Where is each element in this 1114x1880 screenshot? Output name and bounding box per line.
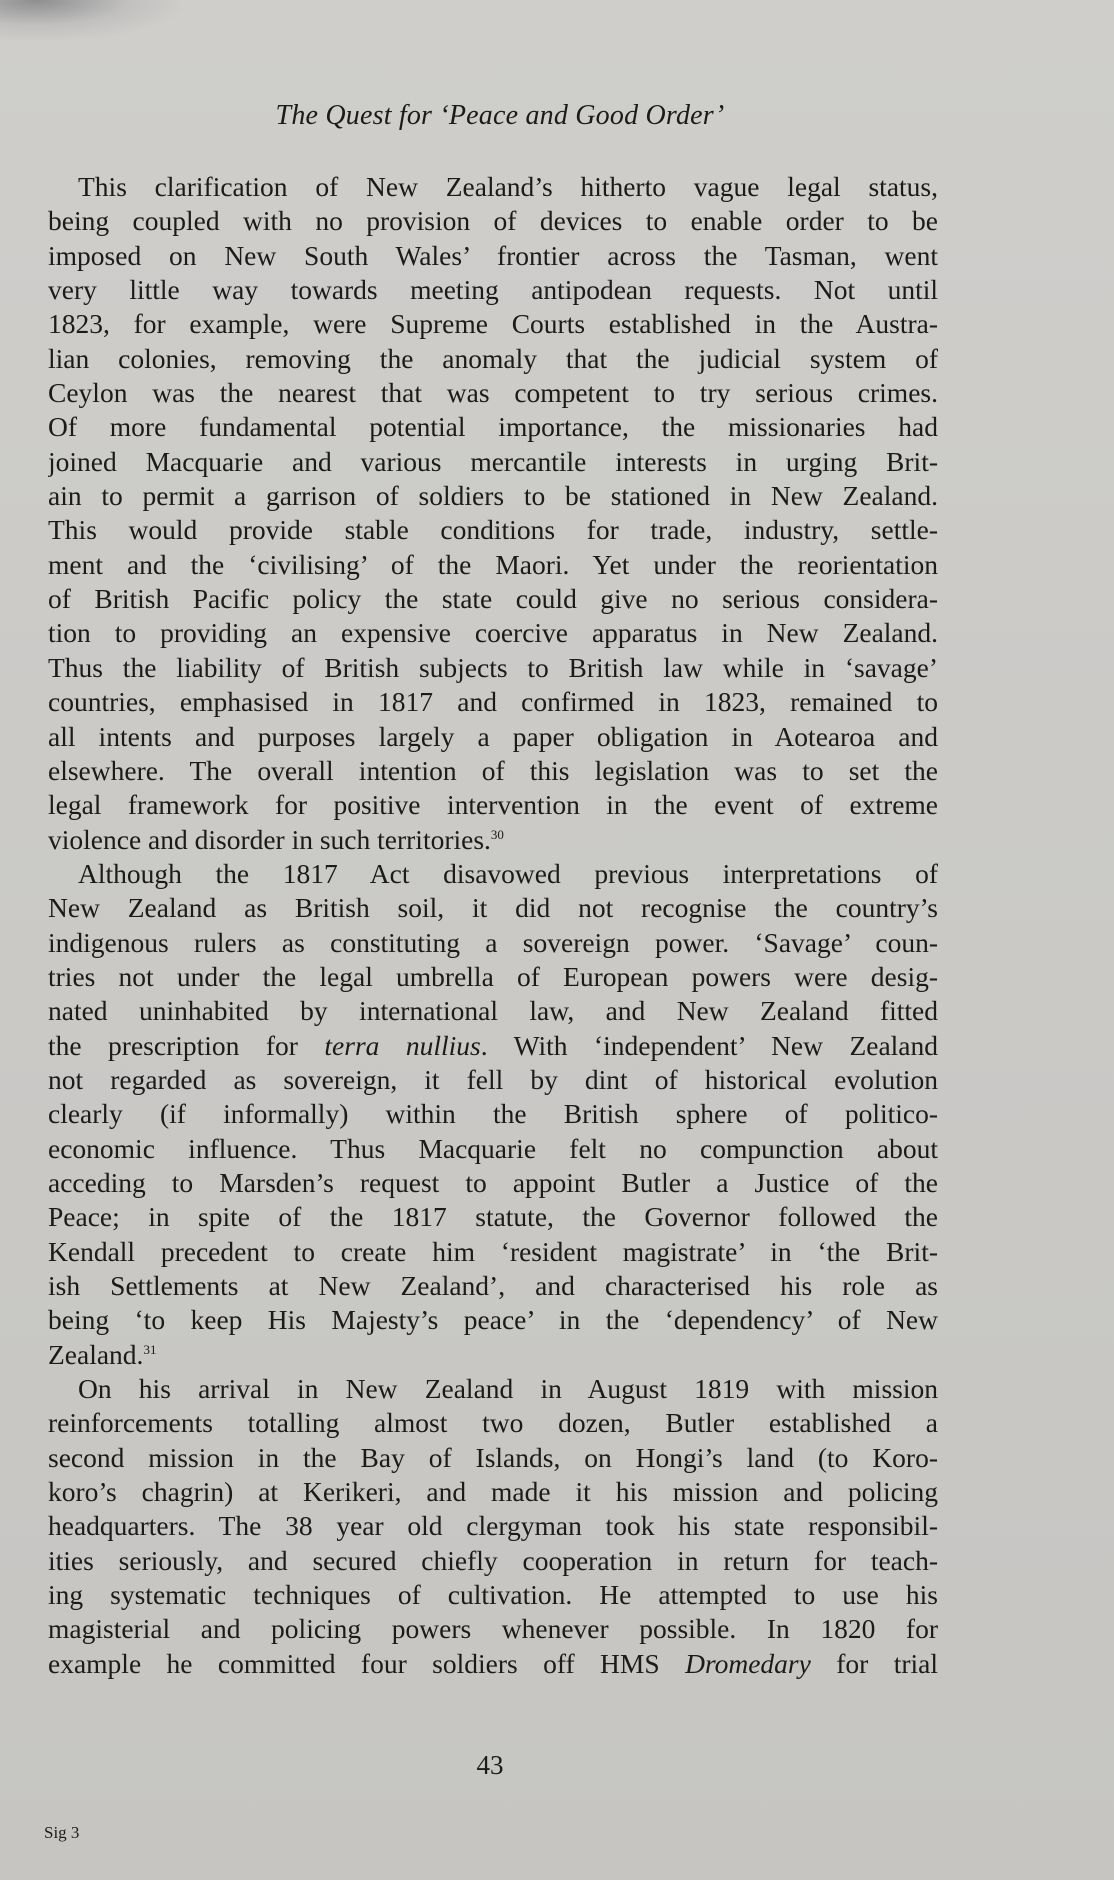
text-line (48, 1441, 938, 1475)
line-text: Zealand. (48, 1338, 144, 1370)
line-text: violence and disorder in such territories. (48, 823, 491, 855)
text-line (48, 1612, 938, 1646)
line-text: lian colonies, removing the anomaly that the judicial system of (48, 342, 938, 374)
line-text: tries not under the legal umbrella of European powers were desig- (48, 960, 938, 992)
line-text: New Zealand as British soil, it did not recognise the country’s (48, 892, 938, 924)
text-line (48, 170, 938, 204)
line-text: Of more fundamental potential importance, the missionaries had (48, 411, 938, 443)
page-corner-shadow (0, 0, 180, 40)
line-text: 1823, for example, were Supreme Courts established in the Austra- (48, 308, 938, 340)
text-line (48, 1509, 938, 1543)
line-text: Thus the liability of British subjects to British law while in ‘savage’ (48, 651, 938, 683)
line-text: ish Settlements at New Zealand’, and characterised his role as (48, 1270, 938, 1301)
page-number: 43 (476, 1750, 504, 1780)
text-line (48, 1372, 938, 1406)
line-text: second mission in the Bay of Islands, on Hongi’s land (to Koro- (48, 1441, 938, 1473)
line-text: ain to permit a garrison of soldiers to be stationed in New Zealand. (48, 480, 938, 512)
text-line (48, 857, 938, 891)
footnote-ref: 31 (143, 1341, 157, 1357)
text-line (48, 1338, 938, 1372)
text-line (48, 685, 938, 719)
text-line (48, 1578, 938, 1612)
signature-mark: Sig 3 (44, 1823, 80, 1842)
line-text: example he committed four soldiers off HMS (48, 1647, 686, 1679)
text-line (48, 616, 938, 650)
text-line (48, 823, 938, 857)
line-text: clearly (if informally) within the British sphere of politico- (48, 1098, 938, 1130)
italic-term: terra nullius (324, 1029, 481, 1061)
text-line (48, 1235, 938, 1269)
text-line (48, 513, 938, 547)
text-line (48, 1166, 938, 1200)
line-text: not regarded as sovereign, it fell by dint of historical evolution (48, 1063, 938, 1095)
line-text: magisterial and policing powers whenever possible. In 1820 for (48, 1613, 938, 1645)
line-text: This would provide stable conditions for trade, industry, settle- (48, 514, 938, 546)
line-text: headquarters. The 38 year old clergyman took his state responsibil- (48, 1510, 938, 1542)
line-text: legal framework for positive intervention in the event of extreme (48, 789, 938, 821)
line-text: joined Macquarie and various mercantile interests in urging Brit- (48, 445, 938, 477)
text-line (48, 1029, 938, 1063)
text-line (48, 1132, 938, 1166)
text-line (48, 376, 938, 410)
text-line (48, 410, 938, 444)
text-line (48, 307, 938, 341)
text-line (48, 1475, 938, 1509)
line-text: ities seriously, and secured chiefly cooperation in return for teach- (48, 1544, 938, 1576)
line-text: of British Pacific policy the state could give no serious considera- (48, 583, 938, 615)
line-text: the prescription for (48, 1029, 325, 1061)
line-text: nated uninhabited by international law, and New Zealand fitted (48, 995, 938, 1027)
text-line (48, 1406, 938, 1440)
text-line (48, 1269, 938, 1303)
text-line (48, 960, 938, 994)
text-line (48, 720, 938, 754)
text-line (48, 1544, 938, 1578)
body-text (48, 170, 938, 1681)
italic-term: Dromedary (685, 1647, 811, 1679)
line-text: This clarification of New Zealand’s hitherto vague legal status, (78, 171, 938, 202)
line-text: ing systematic techniques of cultivation. He attempted to use his (48, 1579, 938, 1611)
line-text: tion to providing an expensive coercive apparatus in New Zealand. (48, 617, 938, 649)
text-line (48, 273, 938, 307)
text-line (48, 994, 938, 1028)
text-line (48, 342, 938, 376)
line-text-continued: for trial (810, 1647, 938, 1679)
text-line (48, 1303, 938, 1337)
line-text: Ceylon was the nearest that was competent to try serious crimes. (48, 377, 938, 409)
line-text: being ‘to keep His Majesty’s peace’ in the ‘dependency’ of New (48, 1304, 938, 1336)
line-text-continued: . With ‘independent’ New Zealand (480, 1029, 938, 1061)
text-line (48, 651, 938, 685)
text-line (48, 1063, 938, 1097)
line-text: elsewhere. The overall intention of this legislation was to set the (48, 754, 938, 786)
text-line (48, 926, 938, 960)
line-text: countries, emphasised in 1817 and confirmed in 1823, remained to (48, 686, 938, 718)
line-text: imposed on New South Wales’ frontier across the Tasman, went (48, 239, 938, 271)
line-text: reinforcements totalling almost two dozen, Butler established a (48, 1407, 938, 1439)
line-text: ment and the ‘civilising’ of the Maori. Yet under the reorientation (48, 548, 938, 580)
text-line (48, 788, 938, 822)
line-text: all intents and purposes largely a paper obligation in Aotearoa and (48, 720, 938, 752)
text-line (48, 754, 938, 788)
text-line (48, 445, 938, 479)
text-line (48, 239, 938, 273)
footnote-ref: 30 (490, 826, 504, 842)
line-text: acceding to Marsden’s request to appoint Butler a Justice of the (48, 1166, 938, 1198)
line-text: Although the 1817 Act disavowed previous interpretations of (78, 857, 938, 889)
text-line (48, 479, 938, 513)
line-text: being coupled with no provision of devices to enable order to be (48, 205, 938, 237)
line-text: koro’s chagrin) at Kerikeri, and made it his mission and policing (48, 1476, 938, 1508)
running-head: The Quest for ‘Peace and Good Order’ (275, 100, 725, 131)
text-line (48, 891, 938, 925)
text-line (48, 1200, 938, 1234)
line-text: Peace; in spite of the 1817 statute, the Governor followed the (48, 1201, 938, 1233)
line-text: very little way towards meeting antipodean requests. Not until (48, 274, 938, 306)
line-text: indigenous rulers as constituting a sovereign power. ‘Savage’ coun- (48, 926, 938, 958)
line-text: Kendall precedent to create him ‘resident magistrate’ in ‘the Brit- (48, 1235, 938, 1267)
line-text: economic influence. Thus Macquarie felt no compunction about (48, 1132, 938, 1164)
text-line (48, 1097, 938, 1131)
text-line (48, 204, 938, 238)
text-line (48, 582, 938, 616)
line-text: On his arrival in New Zealand in August 1819 with mission (78, 1373, 938, 1405)
text-line (48, 548, 938, 582)
text-line (48, 1647, 938, 1681)
